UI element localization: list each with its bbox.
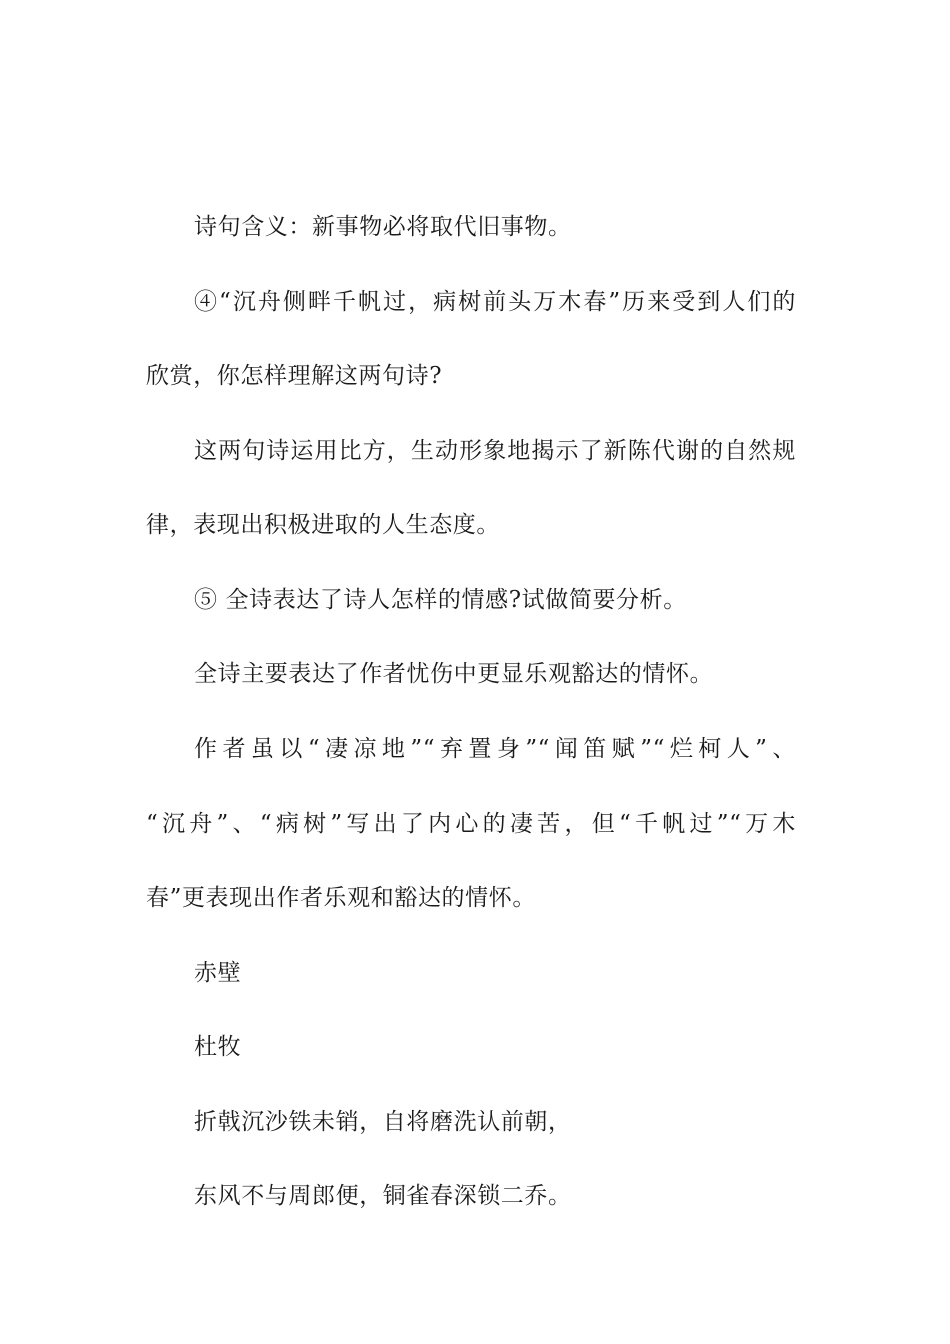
- poem-line-1: 折戟沉沙铁未销，自将磨洗认前朝，: [194, 1109, 572, 1135]
- question-4-line-1: ④“沉舟侧畔千帆过，病树前头万木春”历来受到人们的: [194, 289, 796, 315]
- analysis-line-2: “沉舟”、“病树”写出了内心的凄苦，但“千帆过”“万木: [146, 811, 796, 837]
- question-5-line: ⑤ 全诗表达了诗人怎样的情感?试做简要分析。: [194, 587, 687, 613]
- analysis-line-1: 作者虽以“凄凉地”“弃置身”“闻笛赋”“烂柯人”、: [194, 736, 796, 762]
- answer-4-line-2: 律，表现出积极进取的人生态度。: [146, 512, 500, 538]
- question-4-line-2: 欣赏，你怎样理解这两句诗?: [146, 363, 443, 389]
- poem-author: 杜牧: [194, 1034, 242, 1060]
- poem-title: 赤壁: [194, 960, 242, 986]
- analysis-line-3: 春”更表现出作者乐观和豁达的情怀。: [146, 885, 536, 911]
- answer-4-line-1: 这两句诗运用比方，生动形象地揭示了新陈代谢的自然规: [194, 438, 796, 464]
- poem-line-2: 东风不与周郎便，铜雀春深锁二乔。: [194, 1183, 572, 1209]
- meaning-line: 诗句含义：新事物必将取代旧事物。: [194, 214, 572, 240]
- answer-5-summary: 全诗主要表达了作者忧伤中更显乐观豁达的情怀。: [194, 661, 714, 687]
